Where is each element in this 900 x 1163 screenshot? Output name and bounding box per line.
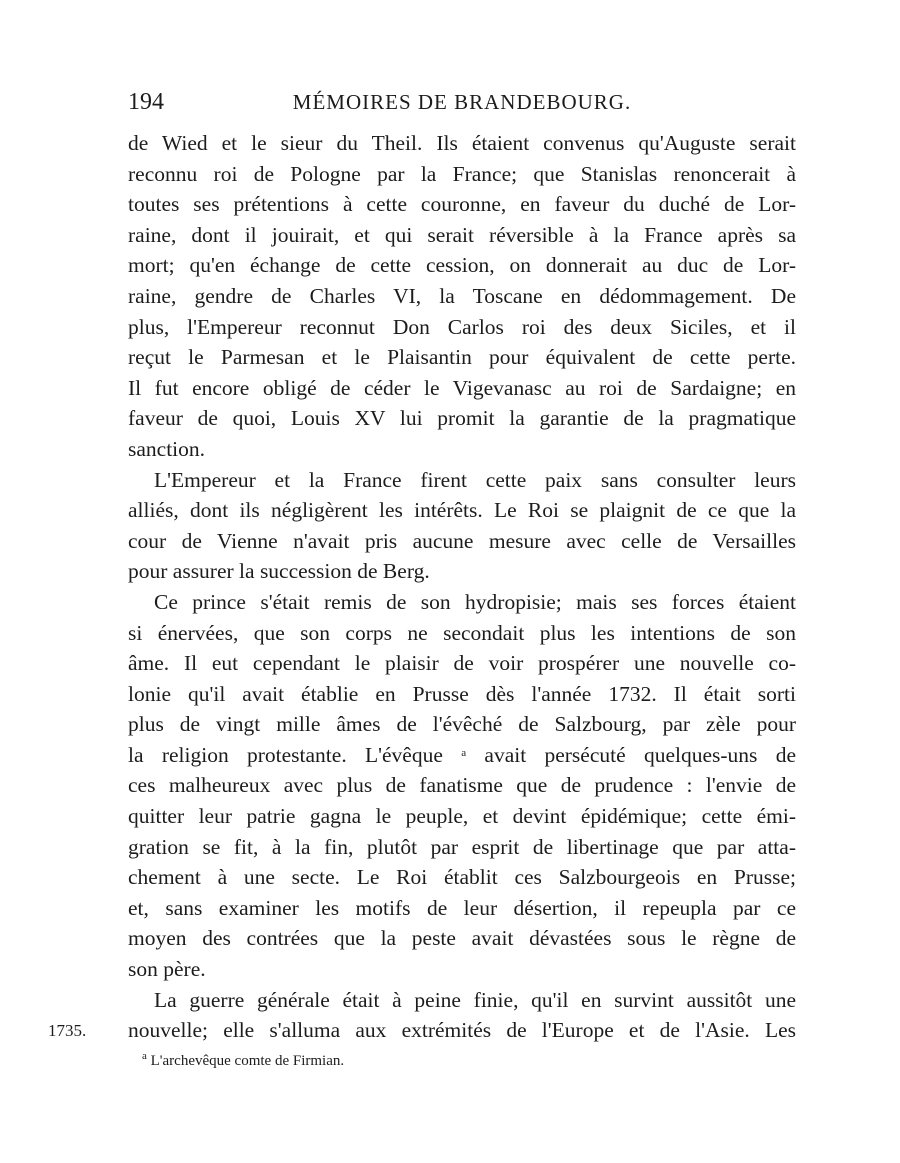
text-line: quitter leur patrie gagna le peuple, et devint épidémique; cette émi- [128, 804, 796, 829]
text-line: âme. Il eut cependant le plaisir de voir prospérer une nouvelle co- [128, 651, 796, 676]
text-line-with-footnote-ref [128, 740, 796, 771]
text-line: et, sans examiner les motifs de leur désertion, il repeupla par ce [128, 895, 796, 920]
text-line: raine, gendre de Charles VI, la Toscane en dédommagement. De [128, 283, 796, 308]
text-line: reçut le Parmesan et le Plaisantin pour équivalent de cette perte. [128, 345, 796, 370]
text-line: si énervées, que son corps ne secondait plus les intentions de son [128, 620, 796, 645]
text-line: lonie qu'il avait établie en Prusse dès l'année 1732. Il était sorti [128, 681, 796, 706]
page-number: 194 [128, 89, 164, 115]
margin-date-note: 1735. [48, 1021, 87, 1040]
text-line: raine, dont il jouirait, et qui serait réversible à la France après sa [128, 222, 796, 247]
footnote-text: L'archevêque comte de Firmian. [150, 1053, 345, 1069]
text-line: La guerre générale était à peine finie, qu'il en survint aussitôt une [154, 987, 796, 1012]
text-line: moyen des contrées que la peste avait dévastées sous le règne de [128, 926, 796, 951]
text-line: alliés, dont ils négligèrent les intérêts. Le Roi se plaignit de ce que la [128, 498, 796, 523]
running-title: MÉMOIRES DE BRANDEBOURG. [292, 90, 632, 114]
text-line: cour de Vienne n'avait pris aucune mesure avec celle de Versailles [128, 528, 796, 553]
text-line: de Wied et le sieur du Theil. Ils étaient convenus qu'Auguste serait [128, 131, 796, 155]
footnote-reference: a [461, 746, 467, 759]
text-segment: avait persécuté quelques-uns de [466, 742, 797, 767]
text-line: sanction. [128, 436, 206, 461]
text-line: Ce prince s'était remis de son hydropisie; mais ses forces étaient [154, 589, 796, 614]
text-line: toutes ses prétentions à cette couronne, en faveur du duché de Lor- [128, 192, 796, 217]
text-line: plus, l'Empereur reconnut Don Carlos roi des deux Siciles, et il [128, 314, 796, 339]
text-line: plus de vingt mille âmes de l'évêché de Salzbourg, par zèle pour [128, 712, 796, 737]
text-line: gration se fit, à la fin, plutôt par esprit de libertinage que par atta- [128, 834, 796, 859]
text-line: chement à une secte. Le Roi établit ces Salzbourgeois en Prusse; [128, 865, 796, 890]
text-line: son père. [128, 957, 206, 982]
running-header [128, 86, 796, 118]
text-segment: la religion protestante. L'évêque [128, 742, 443, 767]
text-line: Il fut encore obligé de céder le Vigevanasc au roi de Sardaigne; en [128, 375, 796, 400]
body-text [128, 128, 796, 1046]
footnote [142, 1049, 344, 1073]
text-line: faveur de quoi, Louis XV lui promit la garantie de la pragmatique [128, 406, 796, 431]
text-line: reconnu roi de Pologne par la France; que Stanislas renoncerait à [128, 161, 796, 186]
text-line: pour assurer la succession de Berg. [128, 559, 430, 584]
footnote-mark: a [142, 1050, 147, 1062]
text-line: nouvelle; elle s'alluma aux extrémités de l'Europe et de l'Asie. Les [128, 1018, 796, 1043]
text-line: L'Empereur et la France firent cette paix sans consulter leurs [154, 467, 796, 492]
text-line: ces malheureux avec plus de fanatisme que de prudence : l'envie de [128, 773, 796, 798]
text-line: mort; qu'en échange de cette cession, on donnerait au duc de Lor- [128, 253, 796, 278]
